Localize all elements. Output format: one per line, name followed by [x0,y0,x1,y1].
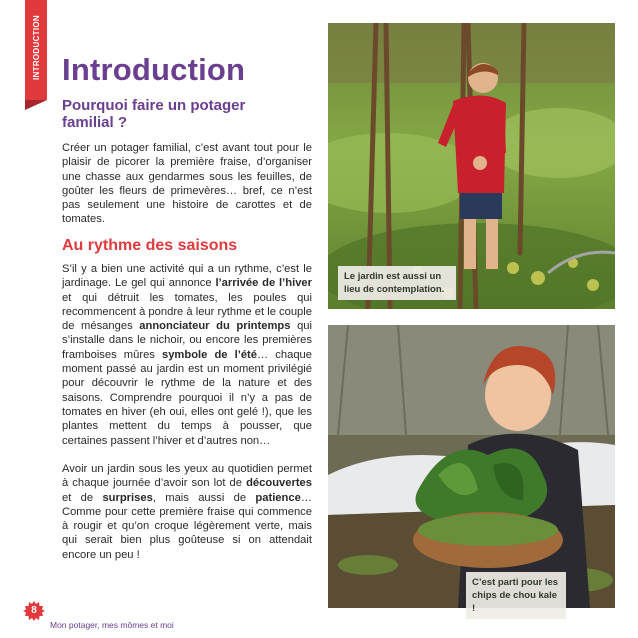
bold-run: surprises [102,491,153,504]
bold-run: symbole de l’été [161,348,258,361]
intro-paragraph: Créer un potager familial, c’est avant tout pour le plaisir de picorer la première fraise, d’organiser une chasse aux gendarmes sous les feuilles, de goûter les fleurs de primevères… bref, ce n’est pas seulement une histoire de carottes et de tomates. [62,142,312,226]
kale-photo [328,325,615,608]
bold-run: patience [255,491,301,504]
page-subtitle: Pourquoi faire un potager familial ? [62,97,246,131]
text-run: Avoir un jardin sous les yeux au quotidien permet à chaque journée d’avoir son lot de [62,463,312,490]
kale-photo-illustration [328,325,615,608]
text-run: … Comme pour cette première fraise qui commence à rougir et qu’on croque légèrement verte, mais qui serait bien plus goûteuse si on attendait encore un peu ! [62,491,312,561]
chapter-tab [25,0,47,100]
text-run: et qui détruit les tomates, les poules qui recommencent à pondre à leur rythme et le couple de mésanges [62,291,312,333]
text-run: qui s’installe dans le nichoir, ou encore les premières framboises mûres [62,320,312,361]
page-number: 8 [31,605,37,616]
text-run: … chaque moment passé au jardin est un moment privilégié pour découvrir le rythme de la nature et des saisons. Comprendre pourquoi il n’y a pas de tomates en hiver (eh oui, elles ont gelé !), que les plantes mettent du temps à pousser, que certaines passent l’hiver et d’autres non… [62,348,312,447]
seasons-paragraph-2 [62,462,312,562]
footer-book-title: Mon potager, mes mômes et moi [50,620,174,630]
chapter-tab-label-wrap [25,0,47,95]
text-run: , mais aussi de [152,491,256,504]
bold-run: annonciateur du printemps [139,320,291,333]
section-heading-seasons: Au rythme des saisons [62,237,238,254]
bold-run: l’arrivée de l’hiver [215,277,312,290]
chapter-tab-fold [25,100,47,110]
chapter-tab-label: INTRODUCTION [31,15,41,80]
bold-run: découvertes [246,477,312,490]
text-run: S’il y a bien une activité qui a un rythme, c’est le jardinage. Le gel qui annonce [62,263,312,290]
photo-caption-bottom: C’est parti pour les chips de chou kale ! [466,572,566,619]
seasons-paragraph-1 [62,262,312,448]
page-title: Introduction [62,52,246,87]
text-run: et de [62,491,103,504]
photo-caption-top: Le jardin est aussi un lieu de contemplation. [338,266,456,300]
